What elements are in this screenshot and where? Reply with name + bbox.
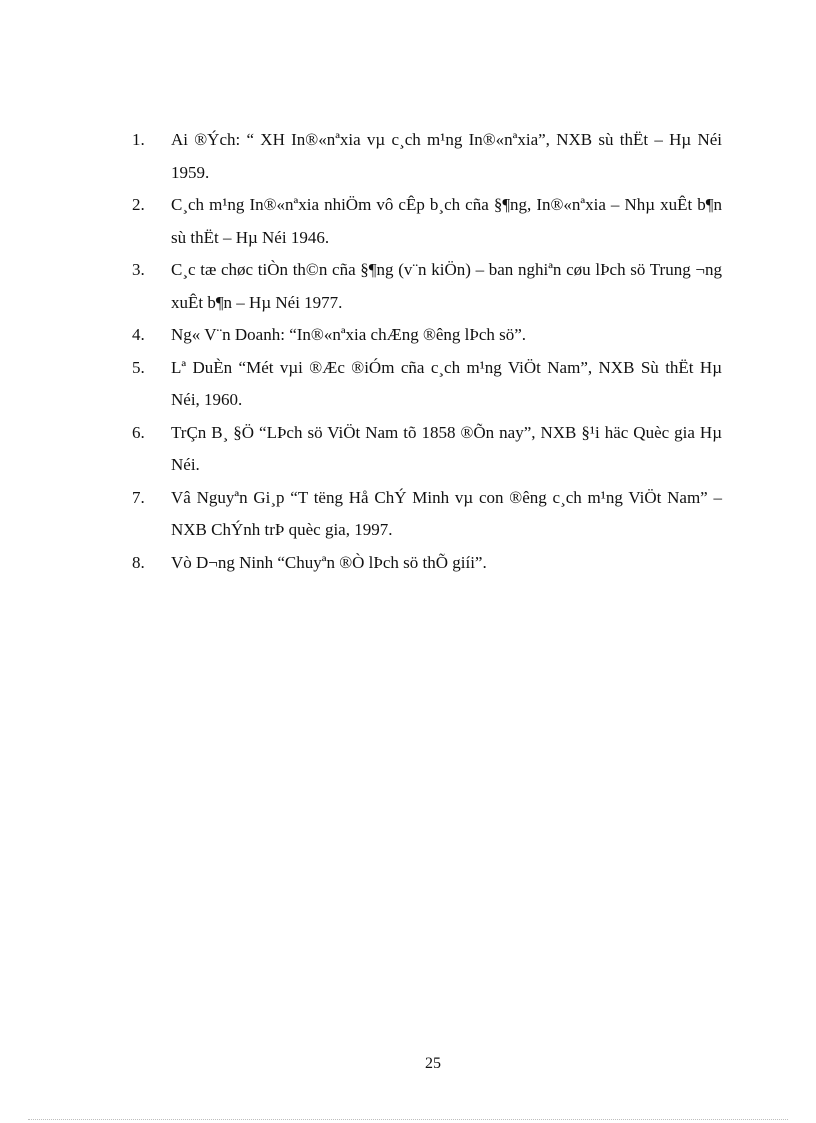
reference-item — [132, 352, 722, 417]
reference-number: 2. — [132, 195, 145, 214]
page-number: 25 — [425, 1055, 441, 1072]
footer-divider — [28, 1119, 788, 1120]
reference-number: 6. — [132, 422, 145, 442]
reference-text: Vò D¬ng Ninh “Chuyªn ®Ò lÞch sö thÕ giíi”. — [171, 552, 487, 572]
reference-number: 8. — [132, 552, 145, 572]
reference-number: 3. — [132, 260, 145, 279]
reference-item — [132, 124, 722, 189]
reference-text: C¸c tæ chøc tiÒn th©n cña §¶ng (v¨n kiÖn) – ban nghiªn cøu lÞch sö Trung ¬ng xuÊt b¶n – Hµ Néi 1977. — [171, 260, 722, 312]
reference-list — [132, 124, 722, 579]
reference-item — [132, 254, 722, 319]
reference-number: 5. — [132, 357, 145, 377]
reference-item — [132, 547, 722, 580]
reference-item — [132, 417, 722, 482]
reference-item — [132, 482, 722, 547]
reference-number: 4. — [132, 325, 145, 344]
reference-number: 7. — [132, 487, 145, 507]
reference-item — [132, 189, 722, 254]
reference-item — [132, 319, 722, 352]
reference-number: 1. — [132, 130, 145, 149]
reference-text: Ai ®Ých: “ XH In®«nªxia vµ c¸ch m¹ng In®«nªxia”, NXB sù thËt – Hµ Néi 1959. — [171, 130, 722, 182]
reference-text: C¸ch m¹ng In®«nªxia nhiÖm vô cÊp b¸ch cña §¶ng, In®«nªxia – Nhµ xuÊt b¶n sù thËt – Hµ Néi 1946. — [171, 195, 722, 247]
reference-text: Vâ Nguyªn Gi¸p “T tëng Hå ChÝ Minh vµ con ®êng c¸ch m¹ng ViÖt Nam” – NXB ChÝnh trÞ quèc gia, 1997. — [171, 487, 722, 539]
reference-text: Ng« V¨n Doanh: “In®«nªxia chÆng ®êng lÞch sö”. — [171, 325, 527, 344]
reference-text: TrÇn B¸ §Ö “LÞch sö ViÖt Nam tõ 1858 ®Õn nay”, NXB §¹i häc Quèc gia Hµ Néi. — [171, 422, 722, 474]
reference-text: Lª DuÈn “Mét vµi ®Æc ®iÓm cña c¸ch m¹ng ViÖt Nam”, NXB Sù thËt Hµ Néi, 1960. — [171, 357, 722, 409]
